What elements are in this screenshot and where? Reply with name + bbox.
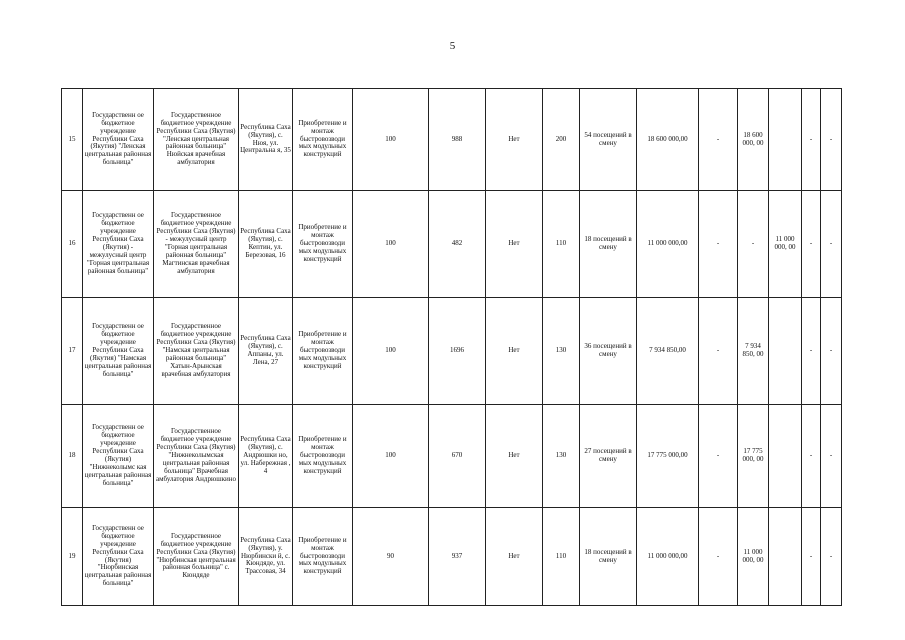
- work-type: Приобретение и монтаж быстровозводи мых модульных конструкций: [293, 508, 353, 606]
- value-c1: 100: [353, 191, 429, 298]
- institution-name: Государственн ое бюджетное учреждение Республики Саха (Якутия) "Нюрбинская центральная районная больница": [83, 508, 154, 606]
- year-5-cost: -: [821, 298, 842, 405]
- value-c4: 130: [543, 298, 580, 405]
- address: Республика Саха (Якутия), с. Аппаны, ул. Лена, 27: [239, 298, 293, 405]
- unit-name: Государственное бюджетное учреждение Республики Саха (Якутия) "Нюрбинская центральная районная больница" с. Кюндяде: [154, 508, 239, 606]
- year-5-cost: -: [821, 191, 842, 298]
- facilities-table: [61, 88, 842, 606]
- year-5-cost: -: [821, 89, 842, 191]
- year-1-cost: -: [699, 508, 738, 606]
- work-type: Приобретение и монтаж быстровозводи мых модульных конструкций: [293, 405, 353, 508]
- address: Республика Саха (Якутия), у. Нюрбински й, с. Кюндяде, ул. Трассовая, 34: [239, 508, 293, 606]
- capacity: 36 посещений в смену: [580, 298, 637, 405]
- total-cost: 18 600 000,00: [637, 89, 699, 191]
- year-2-cost: 18 600 000, 00: [738, 89, 769, 191]
- year-5-cost: -: [821, 405, 842, 508]
- row-number: 15: [62, 89, 83, 191]
- table-row: [62, 405, 842, 508]
- total-cost: 17 775 000,00: [637, 405, 699, 508]
- value-c2: 937: [429, 508, 486, 606]
- value-c2: 1696: [429, 298, 486, 405]
- unit-name: Государственное бюджетное учреждение Республики Саха (Якутия) - межулусный центр "Горная центральная районная больница" Магтинская врачебная амбулатория: [154, 191, 239, 298]
- institution-name: Государственн ое бюджетное учреждение Республики Саха (Якутия) "Нижнеколымс кая центральная районная больница": [83, 405, 154, 508]
- value-c1: 100: [353, 405, 429, 508]
- work-type: Приобретение и монтаж быстровозводи мых модульных конструкций: [293, 89, 353, 191]
- year-4-cost: -: [802, 191, 821, 298]
- year-4-cost: -: [802, 89, 821, 191]
- row-number: 17: [62, 298, 83, 405]
- institution-name: Государственн ое бюджетное учреждение Республики Саха (Якутия) "Намская центральная районная больница": [83, 298, 154, 405]
- year-5-cost: -: [821, 508, 842, 606]
- table-row: [62, 508, 842, 606]
- total-cost: 11 000 000,00: [637, 508, 699, 606]
- year-3-cost: 11 000 000, 00: [769, 191, 802, 298]
- year-3-cost: [769, 405, 802, 508]
- year-2-cost: 17 775 000, 00: [738, 405, 769, 508]
- year-1-cost: -: [699, 89, 738, 191]
- row-number: 16: [62, 191, 83, 298]
- address: Республика Саха (Якутия), с. Кептин, ул. Березовая, 16: [239, 191, 293, 298]
- year-3-cost: [769, 508, 802, 606]
- value-c4: 200: [543, 89, 580, 191]
- value-c2: 988: [429, 89, 486, 191]
- year-3-cost: [769, 298, 802, 405]
- year-3-cost: [769, 89, 802, 191]
- year-4-cost: -: [802, 508, 821, 606]
- value-c1: 90: [353, 508, 429, 606]
- value-c3: Нет: [486, 191, 543, 298]
- row-number: 19: [62, 508, 83, 606]
- address: Республика Саха (Якутия), с. Андрюшки но, ул. Набережная , 4: [239, 405, 293, 508]
- value-c3: Нет: [486, 89, 543, 191]
- total-cost: 7 934 850,00: [637, 298, 699, 405]
- row-number: 18: [62, 405, 83, 508]
- value-c4: 110: [543, 191, 580, 298]
- institution-name: Государственн ое бюджетное учреждение Республики Саха (Якутия) "Ленская центральная районная больница": [83, 89, 154, 191]
- capacity: 27 посещений в смену: [580, 405, 637, 508]
- unit-name: Государственное бюджетное учреждение Республики Саха (Якутия) "Ленская центральная районная больница" Нюйская врачебная амбулатория: [154, 89, 239, 191]
- year-4-cost: -: [802, 298, 821, 405]
- year-2-cost: -: [738, 191, 769, 298]
- year-2-cost: 11 000 000, 00: [738, 508, 769, 606]
- year-1-cost: -: [699, 191, 738, 298]
- capacity: 18 посещений в смену: [580, 508, 637, 606]
- capacity: 54 посещений в смену: [580, 89, 637, 191]
- total-cost: 11 000 000,00: [637, 191, 699, 298]
- value-c3: Нет: [486, 508, 543, 606]
- table-row: [62, 298, 842, 405]
- value-c1: 100: [353, 298, 429, 405]
- capacity: 18 посещений в смену: [580, 191, 637, 298]
- value-c2: 482: [429, 191, 486, 298]
- unit-name: Государственное бюджетное учреждение Республики Саха (Якутия) "Нижнеколымская центральная районная больница" Врачебная амбулатория Андрюшкино: [154, 405, 239, 508]
- work-type: Приобретение и монтаж быстровозводи мых модульных конструкций: [293, 191, 353, 298]
- value-c4: 110: [543, 508, 580, 606]
- value-c3: Нет: [486, 298, 543, 405]
- year-2-cost: 7 934 850, 00: [738, 298, 769, 405]
- value-c4: 130: [543, 405, 580, 508]
- year-4-cost: -: [802, 405, 821, 508]
- work-type: Приобретение и монтаж быстровозводи мых модульных конструкций: [293, 298, 353, 405]
- page-number: 5: [449, 40, 456, 52]
- year-1-cost: -: [699, 298, 738, 405]
- institution-name: Государственн ое бюджетное учреждение Республики Саха (Якутия) - межулусный центр "Горная центральная районная больница": [83, 191, 154, 298]
- table-row: [62, 89, 842, 191]
- table-row: [62, 191, 842, 298]
- value-c2: 670: [429, 405, 486, 508]
- year-1-cost: -: [699, 405, 738, 508]
- value-c1: 100: [353, 89, 429, 191]
- unit-name: Государственное бюджетное учреждение Республики Саха (Якутия) "Намская центральная районная больница" Хатын-Арынская врачебная амбулатория: [154, 298, 239, 405]
- value-c3: Нет: [486, 405, 543, 508]
- address: Республика Саха (Якутия), с. Нюя, ул. Центральна я, 35: [239, 89, 293, 191]
